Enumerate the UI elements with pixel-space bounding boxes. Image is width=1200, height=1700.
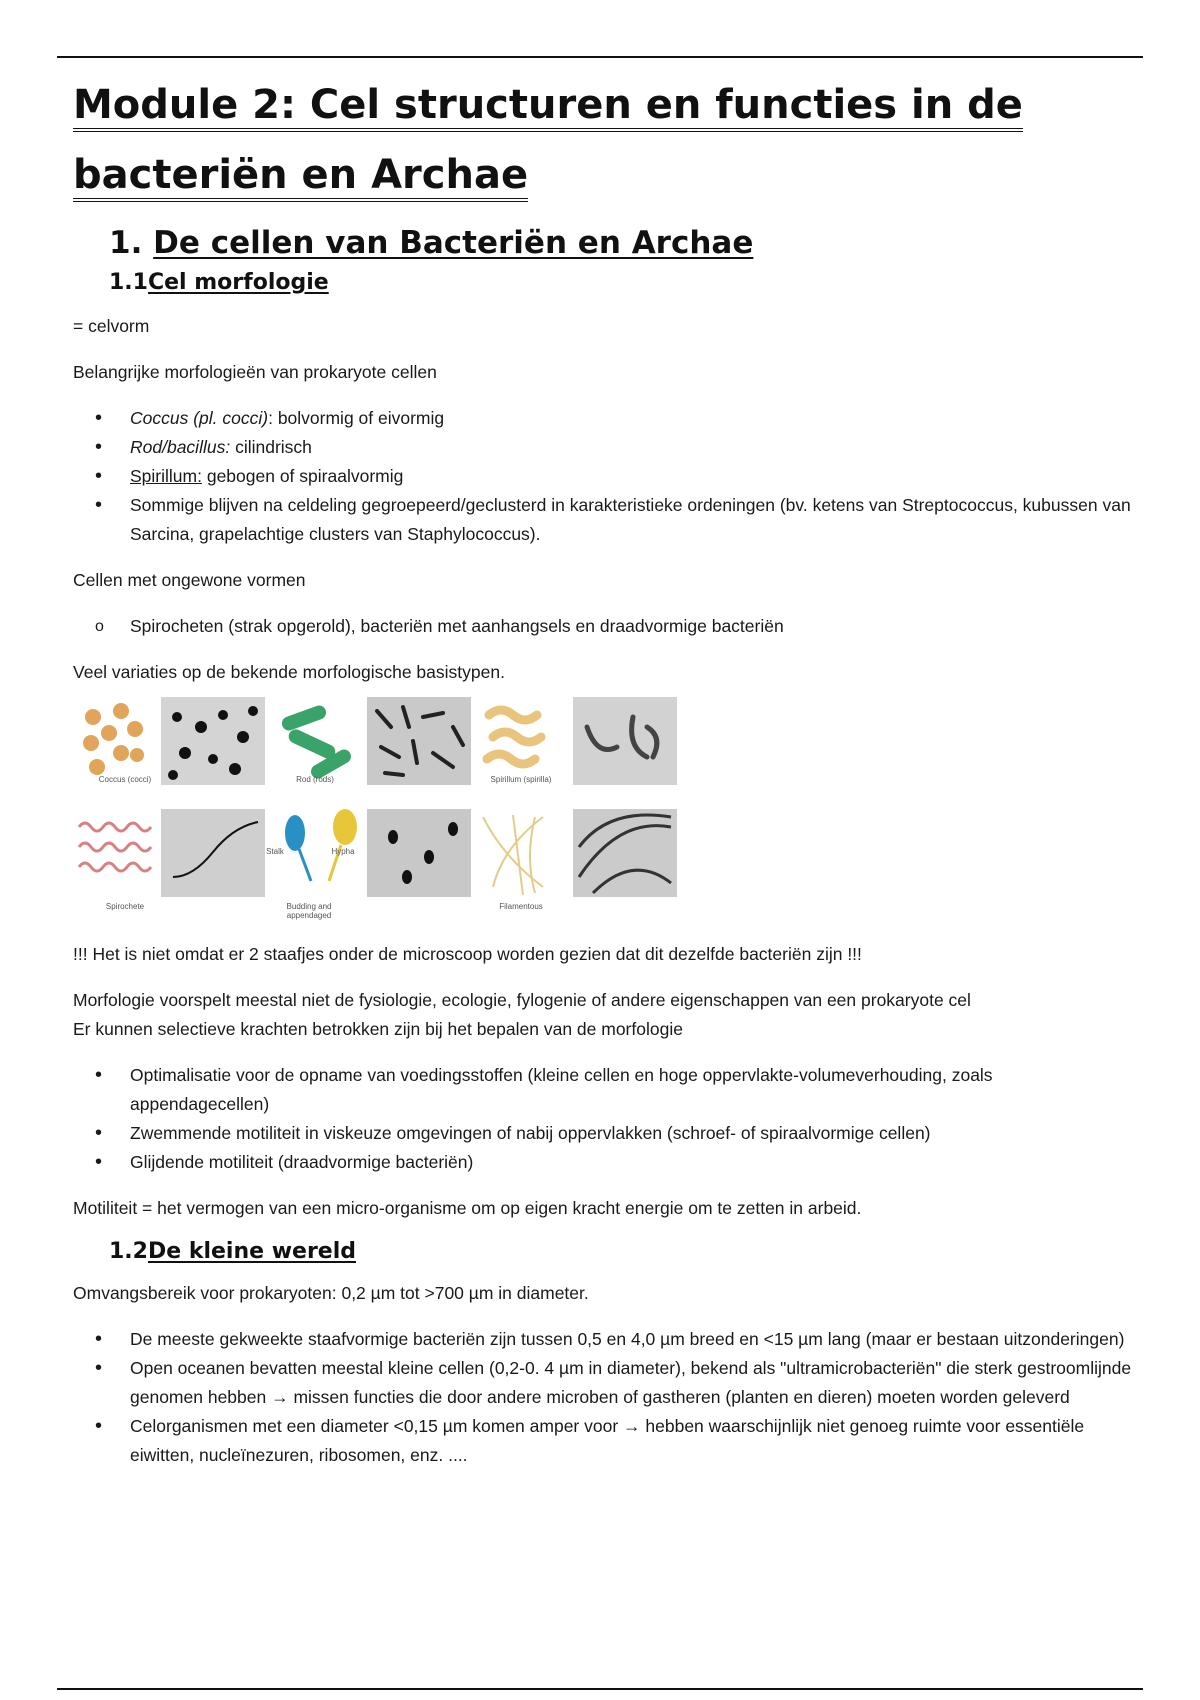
morphology-figure-art — [73, 697, 753, 932]
section-1-2-heading — [109, 1237, 1133, 1267]
list-item — [73, 462, 1133, 491]
spirochete-illustration — [79, 823, 151, 871]
section-1-1-heading — [109, 268, 1133, 298]
description: cilindrisch — [230, 437, 312, 457]
selective-forces-list — [73, 1061, 1133, 1177]
size-range: Omvangsbereik voor prokaryoten: 0,2 µm tot >700 µm in diameter. — [73, 1283, 589, 1303]
unusual-list — [73, 612, 1133, 641]
list-item: • Celorganismen met een diameter <0,15 µm komen amper voor → hebben waarschijnlijk niet genoeg ruimte voor essentiële eiwitten, nucleïnezuren, ribosomen, enz. .... — [73, 1412, 1133, 1470]
subsection-label: Cel morfologie — [147, 270, 329, 295]
rod-illustration — [280, 704, 354, 782]
list-item: • Open oceanen bevatten meestal kleine cellen (0,2-0. 4 µm in diameter), bekend als "ultramicrobacteriën" die sterk gestroomlijnde genomen hebben → missen functies die door andere microben of gastheren (planten en dieren) moeten worden geleverd — [73, 1354, 1133, 1412]
subsection-number: 1.2 — [109, 1239, 148, 1264]
unusual-heading: Cellen met ongewone vormen — [73, 570, 306, 590]
list-item: • Optimalisatie voor de opname van voedingsstoffen (kleine cellen en hoge oppervlakte-volumeverhouding, zoals appendagecellen) — [73, 1061, 1133, 1119]
warning-text: !!! Het is niet omdat er 2 staafjes onder de microscoop worden gezien dat dit dezelfde bacteriën zijn !!! — [73, 944, 862, 964]
caption-spirochete: Spirochete — [105, 902, 145, 911]
morphology-figure — [73, 697, 753, 932]
morphology-predict-1: Morfologie voorspelt meestal niet de fysiologie, ecologie, fylogenie of andere eigenschappen van een prokaryote cel — [73, 990, 971, 1010]
size-list — [73, 1325, 1133, 1470]
document-page — [73, 70, 1133, 1470]
subsection-number: 1.1 — [109, 270, 148, 295]
rod-micrograph — [367, 697, 471, 785]
caption-rod: Rod (rods) — [296, 775, 334, 784]
title-line-1: Module 2: Cel structuren en functies in de — [73, 82, 1023, 132]
list-item — [73, 433, 1133, 462]
filamentous-micrograph — [573, 809, 677, 897]
list-item: o Spirocheten (strak opgerold), bacteriën met aanhangsels en draadvormige bacteriën — [73, 612, 1133, 641]
motility-definition: Motiliteit = het vermogen van een micro-organisme om op eigen kracht energie om te zetten in arbeid. — [73, 1198, 862, 1218]
morphology-list — [73, 404, 1133, 549]
title-line-2: bacteriën en Archae — [73, 152, 528, 202]
def-celvorm: = celvorm — [73, 316, 150, 336]
spirillum-micrograph — [573, 697, 677, 785]
top-rule — [57, 56, 1143, 58]
morphology-predict-2: Er kunnen selectieve krachten betrokken zijn bij het bepalen van de morfologie — [73, 1019, 683, 1039]
section-number: 1. — [109, 225, 143, 261]
list-item: • Zwemmende motiliteit in viskeuze omgevingen of nabij oppervlakken (schroef- of spiraalvormige cellen) — [73, 1119, 1133, 1148]
description: gebogen of spiraalvormig — [201, 466, 404, 486]
variations-text: Veel variaties op de bekende morfologische basistypen. — [73, 662, 505, 682]
caption-filamentous: Filamentous — [499, 902, 543, 911]
cocci-illustration — [83, 703, 144, 775]
term: Coccus (pl. cocci) — [130, 408, 269, 428]
term: Rod/bacillus: — [130, 437, 231, 457]
caption-hypha: Hypha — [331, 847, 355, 856]
description: Sommige blijven na celdeling gegroepeerd/geclusterd in karakteristieke ordeningen (bv. ketens van Streptococcus, kubussen van Sarcina, grapelachtige clusters van Staphylococcus). — [130, 495, 1131, 544]
term: Spirillum: — [130, 466, 202, 486]
section-1-heading — [109, 222, 1133, 264]
caption-budding: Budding and appendaged — [286, 902, 332, 920]
caption-spirillum: Spirillum (spirilla) — [490, 775, 552, 784]
list-item: • Glijdende motiliteit (draadvormige bacteriën) — [73, 1148, 1133, 1177]
intro-morphologies: Belangrijke morfologieën van prokaryote cellen — [73, 362, 437, 382]
caption-stalk: Stalk — [266, 847, 284, 856]
list-item: • De meeste gekweekte staafvormige bacteriën zijn tussen 0,5 en 4,0 µm breed en <15 µm lang (maar er bestaan uitzonderingen) — [73, 1325, 1133, 1354]
budding-illustration — [285, 809, 357, 881]
list-item — [73, 404, 1133, 433]
spirillum-illustration — [487, 710, 541, 764]
subsection-label: De kleine wereld — [147, 1239, 357, 1264]
list-item — [73, 491, 1133, 549]
bottom-rule — [57, 1688, 1143, 1690]
budding-micrograph — [367, 809, 471, 897]
description: : bolvormig of eivormig — [268, 408, 445, 428]
section-label: De cellen van Bacteriën en Archae — [153, 225, 754, 261]
filamentous-illustration — [483, 815, 543, 895]
caption-coccus: Coccus (cocci) — [98, 775, 152, 784]
page-title — [73, 70, 1133, 210]
